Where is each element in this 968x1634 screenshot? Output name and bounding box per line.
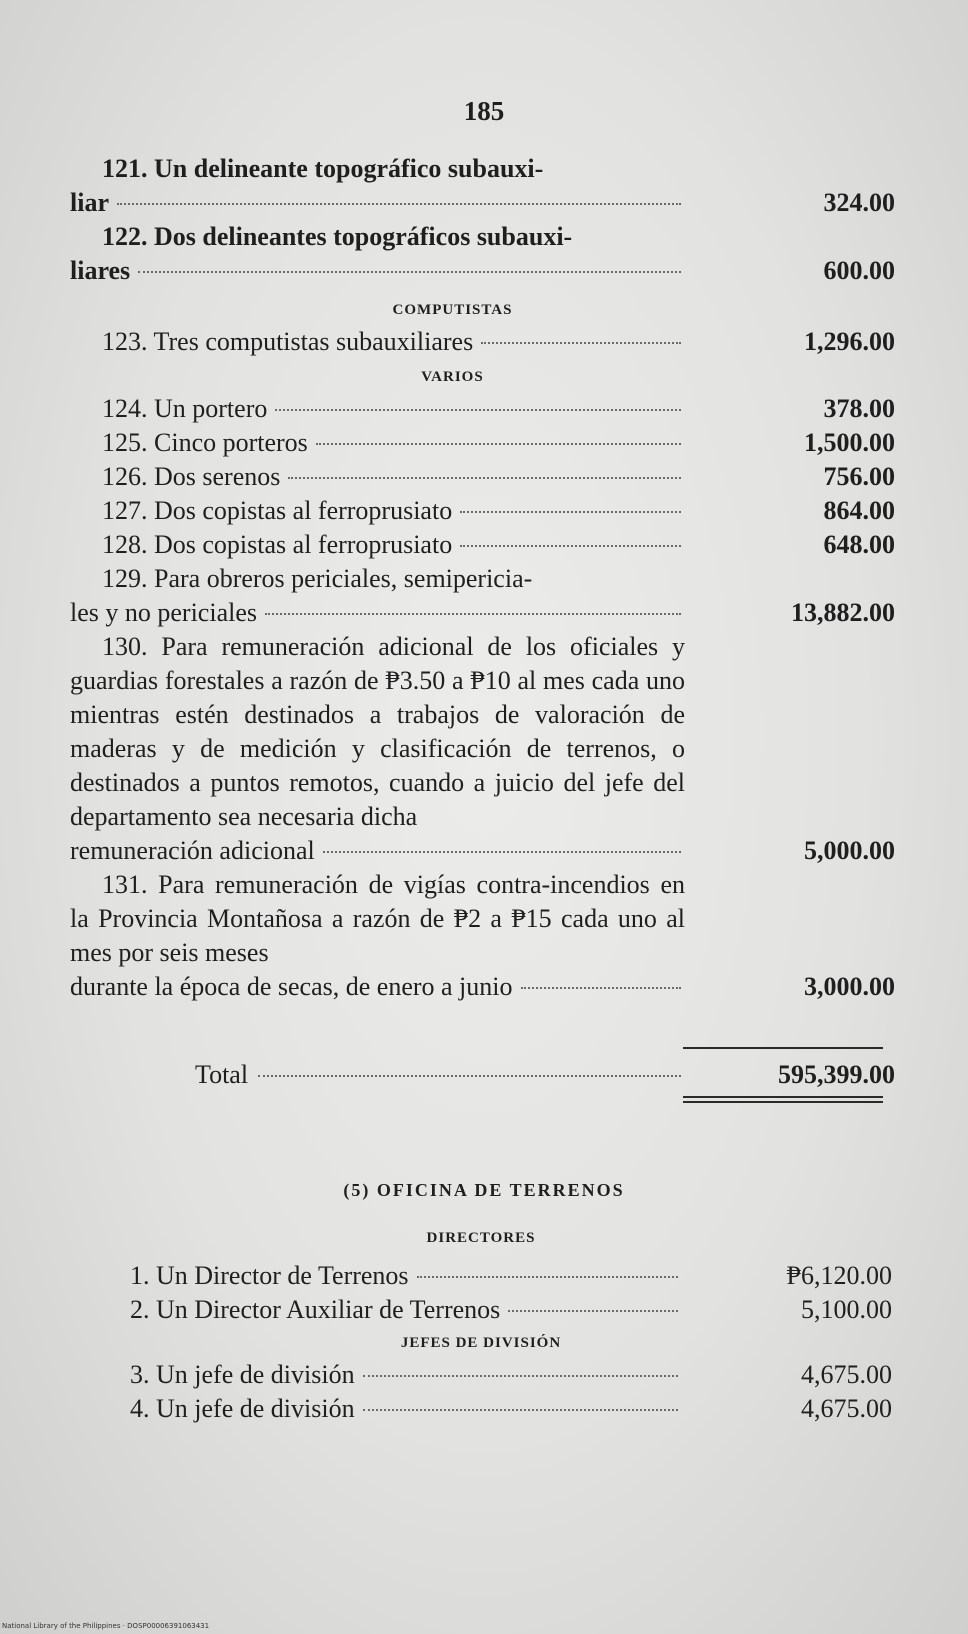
dot-leader [417,1276,678,1278]
dot-leader [258,1075,681,1077]
budget-list-forestry [70,152,895,1004]
amount: ₱6,120.00 [786,1261,892,1290]
amount: 864.00 [823,496,895,525]
double-rule-bottom [683,1101,883,1103]
heading-jefes: JEFES DE DIVISIÓN [400,1335,562,1351]
list-item: 122. Dos delineantes topográficos subauxi- liares 600.00 [70,220,895,288]
dot-leader [265,613,681,615]
dot-leader [138,271,681,273]
dot-leader [316,443,681,445]
scan-footer: National Library of the Philippines · DOSP00006391063431 [2,1622,210,1630]
budget-list-lands [130,1224,892,1426]
list-item: 2. Un Director Auxiliar de Terrenos 5,100.00 [130,1293,892,1327]
heading-directores: DIRECTORES [426,1230,536,1246]
amount: 600.00 [823,256,895,285]
dot-leader [460,545,681,547]
dot-leader [481,342,681,344]
heading-computistas: COMPUTISTAS [392,302,513,318]
amount: 5,100.00 [801,1295,892,1324]
amount: 4,675.00 [801,1360,892,1389]
list-item: 4. Un jefe de división 4,675.00 [130,1392,892,1426]
amount: 756.00 [823,462,895,491]
amount: 3,000.00 [804,972,895,1001]
amount: 648.00 [823,530,895,559]
amount: 324.00 [823,188,895,217]
amount: 4,675.00 [801,1394,892,1423]
list-item: 3. Un jefe de división 4,675.00 [130,1358,892,1392]
amount: 13,882.00 [791,598,895,627]
list-item: 129. Para obreros periciales, semipericia- les y no periciales 13,882.00 [70,562,895,630]
list-item: 125. Cinco porteros 1,500.00 [70,426,895,460]
amount: 378.00 [823,394,895,423]
dot-leader [460,511,681,513]
sum-rule [683,1047,883,1049]
amount: 1,500.00 [804,428,895,457]
dot-leader [323,851,681,853]
total-amount: 595,399.00 [778,1060,895,1089]
list-item: 124. Un portero 378.00 [70,392,895,426]
total-row [70,1058,895,1092]
dot-leader [521,987,681,989]
section-title: (5) OFICINA DE TERRENOS [343,1180,625,1200]
dot-leader [275,409,681,411]
amount: 5,000.00 [804,836,895,865]
list-item: 128. Dos copistas al ferroprusiato 648.00 [70,528,895,562]
page-number: 185 [463,96,505,126]
double-rule-top [683,1096,883,1098]
list-item: 123. Tres computistas subauxiliares 1,296.00 [70,325,895,359]
list-item: 121. Un delineante topográfico subauxi- liar 324.00 [70,152,895,220]
dot-leader [288,477,681,479]
list-item: 1. Un Director de Terrenos ₱6,120.00 [130,1259,892,1293]
dot-leader [363,1375,678,1377]
dot-leader [363,1409,678,1411]
list-item: 131. Para remuneración de vigías contra-incendios en la Provincia Montañosa a razón de ₱2 a ₱15 cada uno al mes por seis meses durante la época de secas, de enero a junio 3,000.00 [70,868,895,1004]
list-item: 127. Dos copistas al ferroprusiato 864.00 [70,494,895,528]
list-item: 126. Dos serenos 756.00 [70,460,895,494]
heading-varios: VARIOS [421,369,484,385]
amount: 1,296.00 [804,327,895,356]
dot-leader [508,1310,678,1312]
list-item: 130. Para remuneración adicional de los oficiales y guardias forestales a razón de ₱3.50 a ₱10 al mes cada uno mientras estén destinados a trabajos de valoración de maderas y de medición y clasificación de terrenos, o destinados a puntos remotos, cuando a juicio del jefe del departamento sea necesaria dicha remuneración adicional 5,000.00 [70,630,895,868]
total-label: Total [195,1060,249,1089]
dot-leader [117,203,681,205]
